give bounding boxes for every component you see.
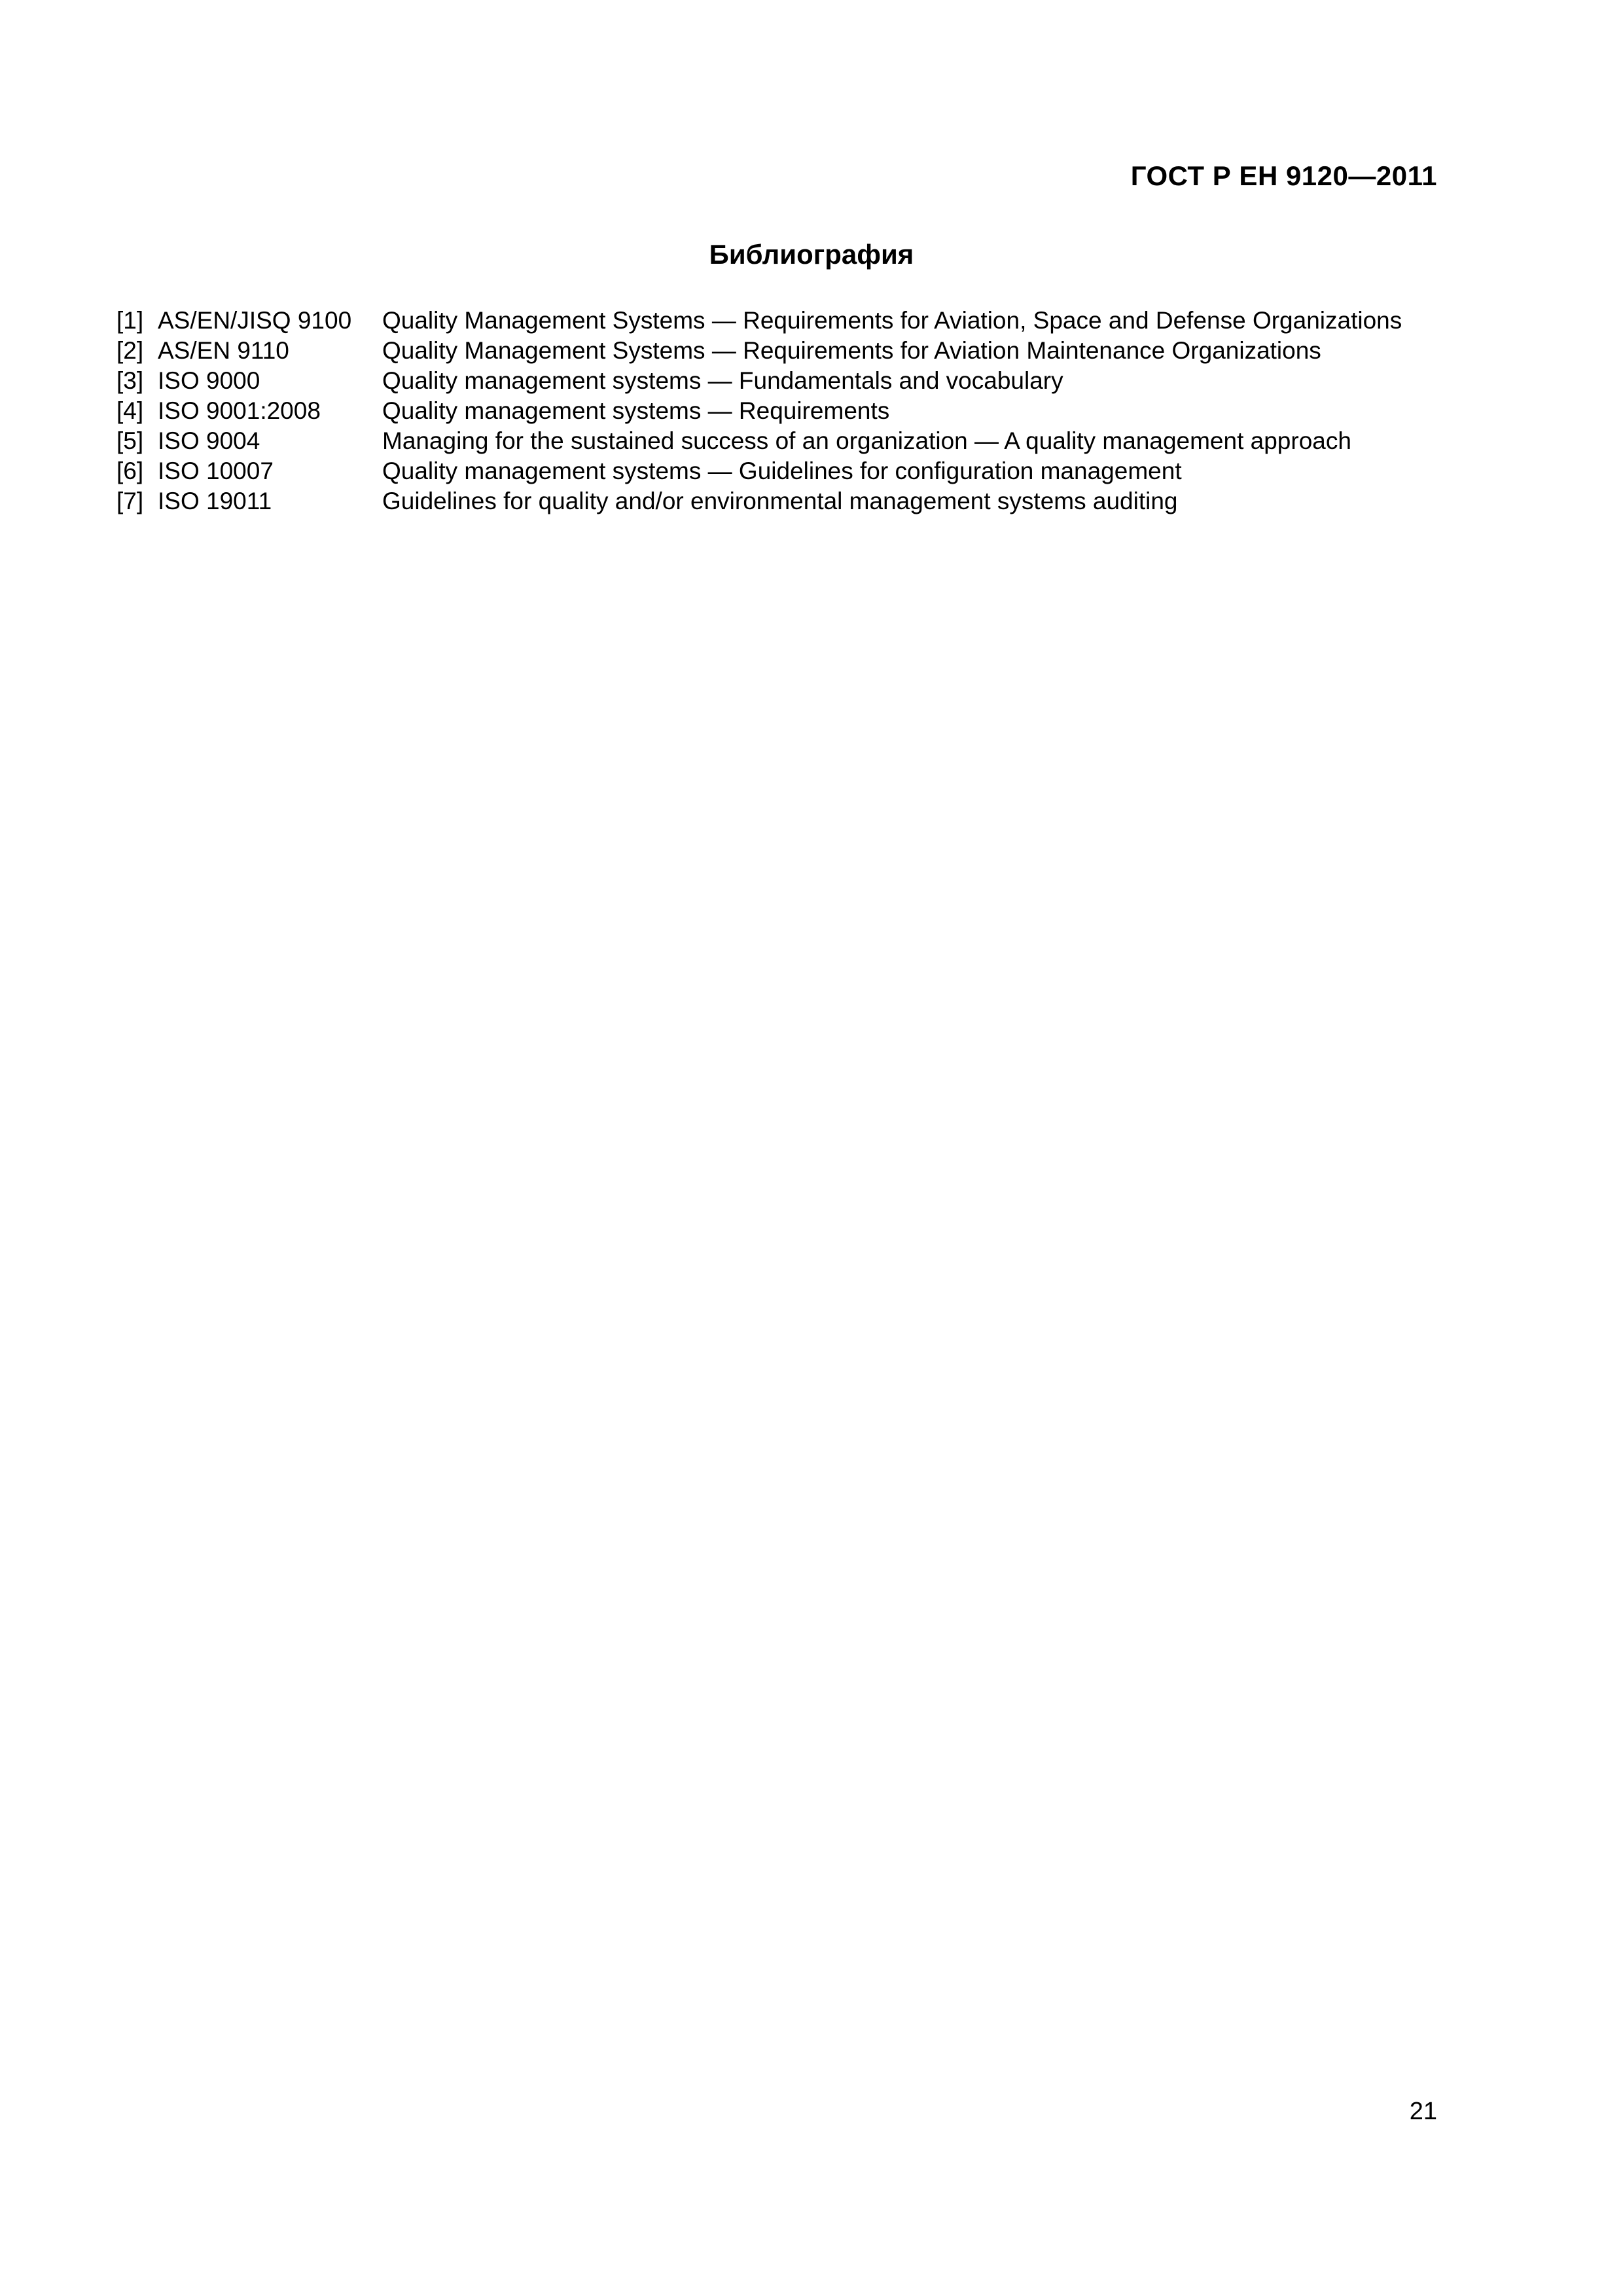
bibliography-number: [2] [116,337,144,364]
bibliography-item [116,396,1491,426]
bibliography-item [116,336,1491,366]
bibliography-number: [5] [116,427,144,454]
standard-code: ISO 10007 [158,457,274,484]
bibliography-item [116,366,1491,396]
standard-title: Quality management systems — Fundamentals and vocabulary [382,367,1063,394]
bibliography-item [116,426,1491,456]
bibliography-item [116,456,1491,486]
standard-title: Quality Management Systems — Requirements for Aviation, Space and Defense Organizations [382,307,1402,334]
bibliography-item [116,306,1491,336]
standard-code: ISO 9000 [158,367,260,394]
bibliography-number: [4] [116,397,144,424]
standard-title: Guidelines for quality and/or environmental management systems auditing [382,488,1178,514]
section-title: Библиография [709,239,914,270]
standard-code: ISO 9001:2008 [158,397,321,424]
bibliography-number: [1] [116,307,144,334]
standard-title: Quality management systems — Requirements [382,397,890,424]
standard-title: Managing for the sustained success of an organization — A quality management approach [382,427,1351,454]
standard-code: AS/EN 9110 [158,337,289,364]
document-code: ГОСТ Р ЕН 9120—2011 [1130,160,1437,191]
standard-title: Quality management systems — Guidelines for configuration management [382,457,1182,484]
standard-title: Quality Management Systems — Requirements for Aviation Maintenance Organizations [382,337,1321,364]
bibliography-number: [3] [116,367,144,394]
page-number: 21 [1409,2098,1437,2125]
standard-code: ISO 9004 [158,427,260,454]
standard-code: AS/EN/JISQ 9100 [158,307,352,334]
bibliography-number: [6] [116,457,144,484]
bibliography-number: [7] [116,488,144,514]
standard-code: ISO 19011 [158,488,272,514]
bibliography-item [116,486,1491,516]
bibliography-list [116,306,1491,516]
